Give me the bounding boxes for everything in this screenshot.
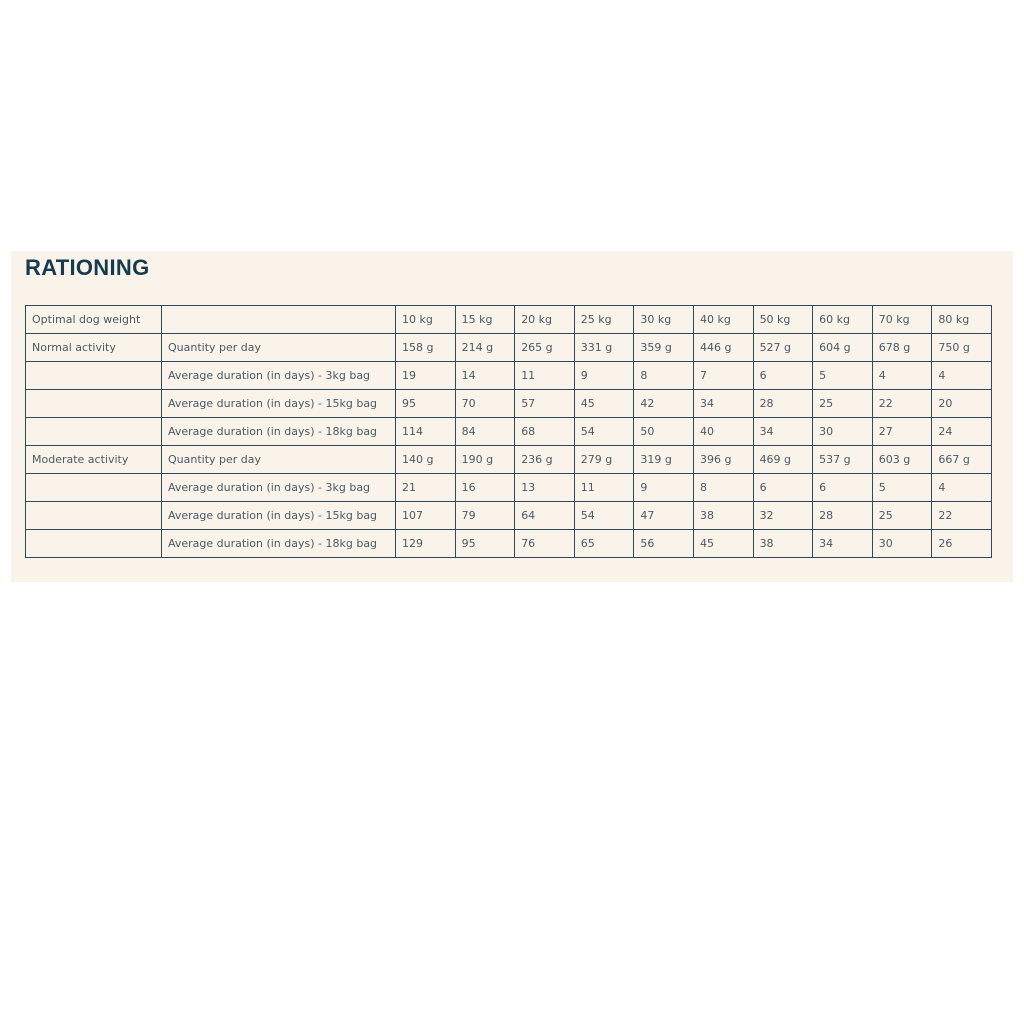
value-cell: 56: [634, 530, 694, 558]
value-cell: 114: [396, 418, 456, 446]
value-cell: 21: [396, 474, 456, 502]
value-cell: 25: [813, 390, 873, 418]
value-cell: 60 kg: [813, 306, 873, 334]
metric-label-cell: Average duration (in days) - 15kg bag: [162, 390, 396, 418]
table-row: [26, 334, 992, 362]
value-cell: 6: [753, 362, 813, 390]
value-cell: 8: [693, 474, 753, 502]
value-cell: 20: [932, 390, 992, 418]
value-cell: 9: [634, 474, 694, 502]
value-cell: 7: [693, 362, 753, 390]
value-cell: 469 g: [753, 446, 813, 474]
value-cell: 527 g: [753, 334, 813, 362]
value-cell: 22: [932, 502, 992, 530]
value-cell: 6: [753, 474, 813, 502]
rationing-table: [25, 305, 992, 558]
value-cell: 667 g: [932, 446, 992, 474]
row-label-cell: [26, 418, 162, 446]
value-cell: 42: [634, 390, 694, 418]
value-cell: 45: [574, 390, 634, 418]
value-cell: 8: [634, 362, 694, 390]
row-label-cell: Optimal dog weight: [26, 306, 162, 334]
value-cell: 9: [574, 362, 634, 390]
metric-label-cell: Quantity per day: [162, 334, 396, 362]
value-cell: 10 kg: [396, 306, 456, 334]
value-cell: 678 g: [872, 334, 932, 362]
value-cell: 32: [753, 502, 813, 530]
value-cell: 76: [515, 530, 575, 558]
value-cell: 750 g: [932, 334, 992, 362]
value-cell: 64: [515, 502, 575, 530]
value-cell: 80 kg: [932, 306, 992, 334]
value-cell: 70: [455, 390, 515, 418]
value-cell: 50: [634, 418, 694, 446]
metric-label-cell: [162, 306, 396, 334]
metric-label-cell: Average duration (in days) - 18kg bag: [162, 530, 396, 558]
value-cell: 38: [693, 502, 753, 530]
value-cell: 54: [574, 502, 634, 530]
value-cell: 25: [872, 502, 932, 530]
value-cell: 34: [753, 418, 813, 446]
value-cell: 30: [813, 418, 873, 446]
row-label-cell: [26, 474, 162, 502]
value-cell: 28: [813, 502, 873, 530]
value-cell: 40: [693, 418, 753, 446]
value-cell: 359 g: [634, 334, 694, 362]
value-cell: 5: [872, 474, 932, 502]
value-cell: 158 g: [396, 334, 456, 362]
value-cell: 27: [872, 418, 932, 446]
value-cell: 19: [396, 362, 456, 390]
table-row: [26, 530, 992, 558]
metric-label-cell: Average duration (in days) - 3kg bag: [162, 362, 396, 390]
value-cell: 279 g: [574, 446, 634, 474]
metric-label-cell: Average duration (in days) - 15kg bag: [162, 502, 396, 530]
value-cell: 25 kg: [574, 306, 634, 334]
value-cell: 95: [455, 530, 515, 558]
table-row: [26, 474, 992, 502]
value-cell: 15 kg: [455, 306, 515, 334]
metric-label-cell: Average duration (in days) - 18kg bag: [162, 418, 396, 446]
row-label-cell: [26, 390, 162, 418]
value-cell: 140 g: [396, 446, 456, 474]
value-cell: 40 kg: [693, 306, 753, 334]
value-cell: 16: [455, 474, 515, 502]
value-cell: 34: [813, 530, 873, 558]
value-cell: 45: [693, 530, 753, 558]
metric-label-cell: Quantity per day: [162, 446, 396, 474]
table-row: [26, 418, 992, 446]
value-cell: 331 g: [574, 334, 634, 362]
header-row: [26, 306, 992, 334]
section-title: RATIONING: [25, 255, 150, 280]
row-label-cell: Normal activity: [26, 334, 162, 362]
value-cell: 20 kg: [515, 306, 575, 334]
row-label-cell: Moderate activity: [26, 446, 162, 474]
value-cell: 47: [634, 502, 694, 530]
value-cell: 319 g: [634, 446, 694, 474]
table-row: [26, 362, 992, 390]
value-cell: 11: [515, 362, 575, 390]
rationing-panel: [11, 251, 1013, 582]
value-cell: 26: [932, 530, 992, 558]
value-cell: 65: [574, 530, 634, 558]
value-cell: 236 g: [515, 446, 575, 474]
value-cell: 107: [396, 502, 456, 530]
table-row: [26, 446, 992, 474]
value-cell: 28: [753, 390, 813, 418]
value-cell: 129: [396, 530, 456, 558]
value-cell: 446 g: [693, 334, 753, 362]
value-cell: 603 g: [872, 446, 932, 474]
value-cell: 11: [574, 474, 634, 502]
table-row: [26, 390, 992, 418]
value-cell: 214 g: [455, 334, 515, 362]
row-label-cell: [26, 362, 162, 390]
value-cell: 14: [455, 362, 515, 390]
value-cell: 396 g: [693, 446, 753, 474]
value-cell: 22: [872, 390, 932, 418]
value-cell: 30: [872, 530, 932, 558]
value-cell: 68: [515, 418, 575, 446]
value-cell: 537 g: [813, 446, 873, 474]
value-cell: 57: [515, 390, 575, 418]
value-cell: 4: [932, 362, 992, 390]
value-cell: 79: [455, 502, 515, 530]
value-cell: 34: [693, 390, 753, 418]
value-cell: 6: [813, 474, 873, 502]
value-cell: 265 g: [515, 334, 575, 362]
table-row: [26, 502, 992, 530]
metric-label-cell: Average duration (in days) - 3kg bag: [162, 474, 396, 502]
value-cell: 95: [396, 390, 456, 418]
value-cell: 190 g: [455, 446, 515, 474]
row-label-cell: [26, 502, 162, 530]
value-cell: 4: [932, 474, 992, 502]
value-cell: 30 kg: [634, 306, 694, 334]
row-label-cell: [26, 530, 162, 558]
value-cell: 38: [753, 530, 813, 558]
value-cell: 5: [813, 362, 873, 390]
value-cell: 604 g: [813, 334, 873, 362]
value-cell: 84: [455, 418, 515, 446]
value-cell: 4: [872, 362, 932, 390]
value-cell: 24: [932, 418, 992, 446]
value-cell: 13: [515, 474, 575, 502]
value-cell: 70 kg: [872, 306, 932, 334]
value-cell: 50 kg: [753, 306, 813, 334]
value-cell: 54: [574, 418, 634, 446]
